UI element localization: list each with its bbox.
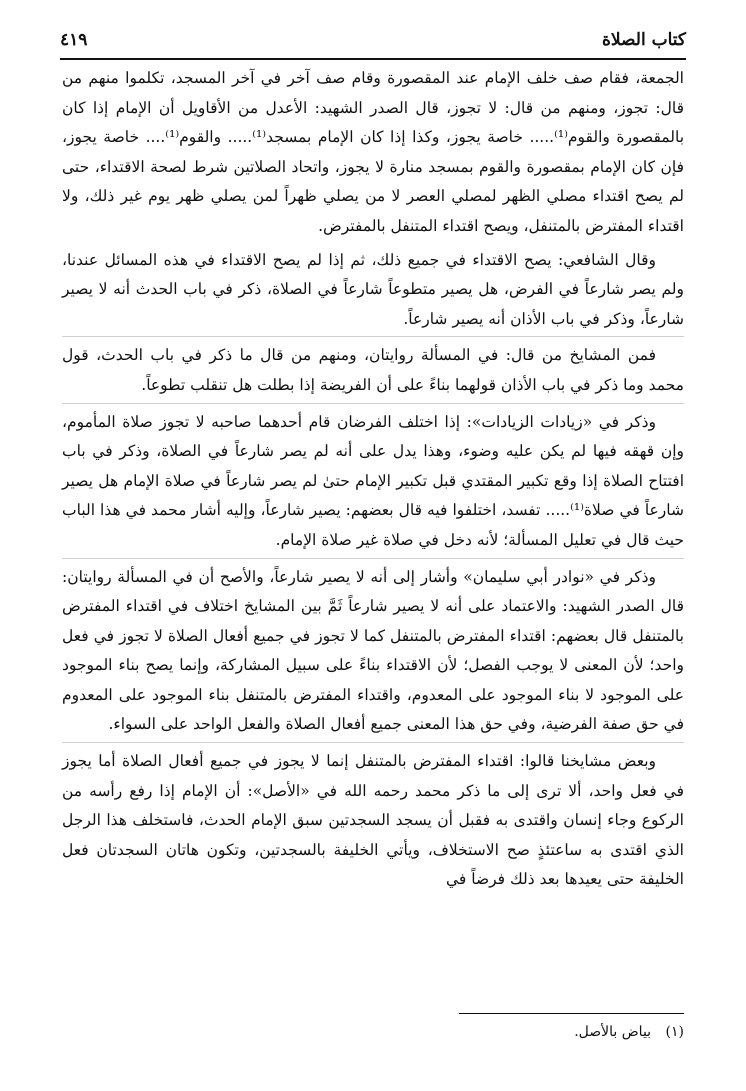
paragraph-5: وذكر في «نوادر أبي سليمان» وأشار إلى أنه لا يصير شارعاً، والأصح أن في المسألة روايتان: قال الصدر الشهيد: والاعتماد على أنه لا يصير شارعاً ثَمَّ بين المشايخ اختلاف في اقتداء المفترض بالمتنفل قال بعضهم: اقتداء المفترض بالمتنفل كما لا تجوز في جميع أفعال الصلاة لا تجوز في فعل واحد؛ لأن المعنى لا يوجب الفصل؛ لأن الاقتداء بناءً على سبيل المشاركة، وإنما يصح بناء الموجود على الموجود لا بناء الموجود على المعدوم، واقتداء المفترض بالمتنفل بناء الموجود على المعدوم في حق صفة الفرضية، وفي حق هذا المعنى جميع أفعال الصلاة والفعل الواحد على السواء.: [62, 563, 684, 744]
page-header: [60, 28, 686, 60]
paragraph-4: وذكر في «زيادات الزيادات»: إذا اختلف الفرضان قام أحدهما صاحبه لا تجوز صلاة المأموم، وإن قهقه فيها لم يكن عليه وضوء، وهذا يدل على أنه لم يصر شارعاً في الصلاة، وذكر في باب افتتاح الصلاة إذا وقع تكبير المقتدي قبل تكبير الإمام حتىٰ لم يصر شارعاً في صلاة الإمام هل يصير شارعاً في صلاة⁽¹⁾..... تفسد، اختلفوا فيه قال بعضهم: يصير شارعاً، وإليه أشار محمد في هذا الباب حيث قال في تعليل المسألة؛ لأنه دخل في صلاة غير صلاة الإمام.: [62, 408, 684, 559]
paragraph-1: الجمعة، فقام صف خلف الإمام عند المقصورة وقام صف آخر في آخر المسجد، تكلموا منهم من قال: تجوز، ومنهم من قال: لا تجوز، قال الصدر الشهيد: الأعدل من الأقاويل أن الإمام إذا كان بالمقصورة والقوم⁽¹⁾..... خاصة يجوز، وكذا إذا كان الإمام بمسجد⁽¹⁾..... والقوم⁽¹⁾.... خاصة يجوز، فإن كان الإمام بمقصورة والقوم بمسجد منارة لا يجوز، واتحاد الصلاتين شرط لصحة الاقتداء، حتى لم يصح اقتداء مصلي الظهر لمصلي العصر لا من يصلي ظهراً لمن يصلي ظهر يوم غير ذلك، ولا اقتداء المفترض بالمتنفل، ويصح اقتداء المتنفل بالمفترض.: [62, 69, 685, 235]
footnote-number: (١): [665, 1024, 684, 1040]
chapter-title: كتاب الصلاة: [601, 30, 686, 50]
paragraph-6: وبعض مشايخنا قالوا: اقتداء المفترض بالمتنفل إنما لا يجوز في جميع أفعال الصلاة أما يجوز في فعل واحد، ألا ترى إلى ما ذكر محمد رحمه الله في «الأصل»: أن الإمام إذا رفع رأسه من الركوع وجاء إنسان واقتدى به فقبل أن يسجد السجدتين سبق الإمام الحدث، فاستخلف هذا الرجل الذي اقتدى به ساعتئذٍ صح الاستخلاف، ويأتي الخليفة بالسجدتين، وتكون هاتان السجدتان فعل الخليفة حتى يعيدها بعد ذلك فرضاً في: [62, 752, 684, 889]
paragraph-3: فمن المشايخ من قال: في المسألة روايتان، ومنهم من قال ما ذكر في باب الحدث، قول محمد وما ذكر في باب الأذان قولهما بناءً على أن الفريضة إذا بطلت هل تنقلب تطوعاً.: [62, 341, 684, 403]
body-text: [62, 64, 684, 899]
footnote-divider: [459, 1013, 684, 1014]
footnote-text: بياض بالأصل.: [574, 1024, 652, 1040]
paragraph-2: وقال الشافعي: يصح الاقتداء في جميع ذلك، ثم إذا لم يصح الاقتداء في هذه المسائل عندنا، ولم يصر شارعاً في الفرض، هل يصير متطوعاً شارعاً في الصلاة، ذكر في باب الحدث أنه لا يصير شارعاً، وذكر في باب الأذان أنه يصير شارعاً.: [62, 246, 684, 338]
footnote: [62, 1024, 684, 1040]
page-number: ٤١٩: [60, 30, 88, 50]
